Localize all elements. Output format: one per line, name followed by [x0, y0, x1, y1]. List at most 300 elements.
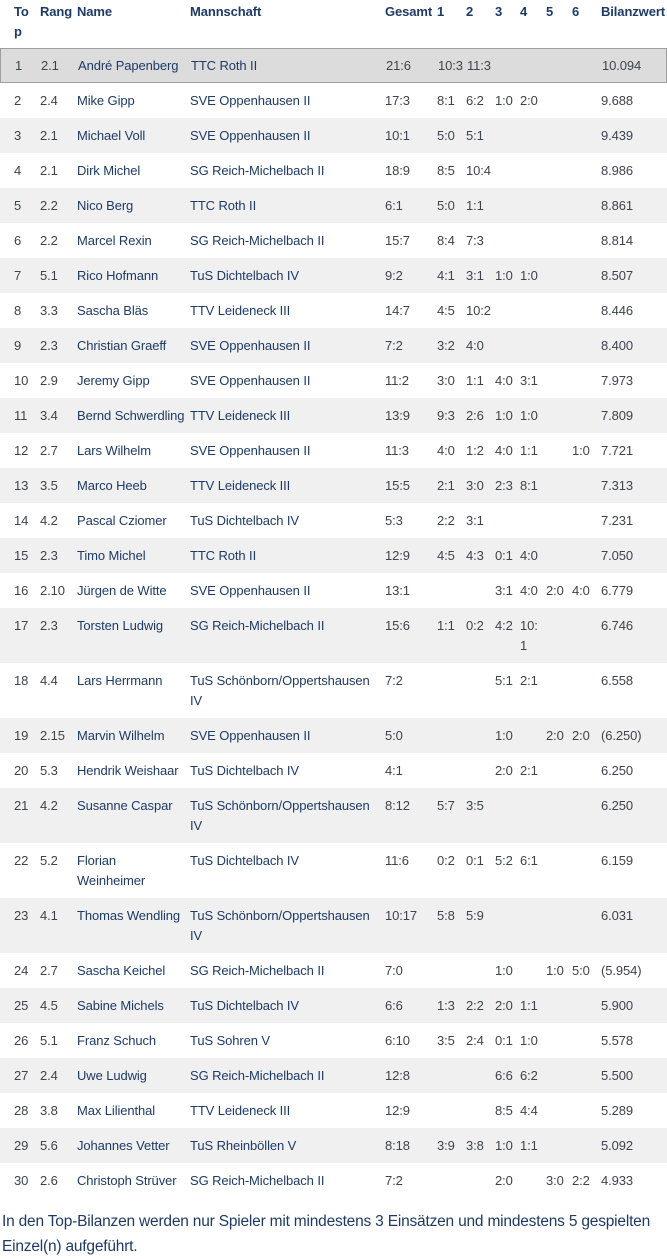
player-link[interactable]: Christoph Strüver — [77, 1173, 177, 1188]
cell-gesamt: 4:1 — [385, 763, 403, 778]
table-row — [0, 663, 667, 718]
cell-mannschaft: TTV Leideneck III — [190, 408, 291, 423]
cell-top: 10 — [14, 373, 29, 388]
cell-round-3: 5:1 — [495, 673, 513, 688]
cell-round-5: 2:0 — [546, 583, 564, 598]
cell-round-2: 2:4 — [466, 1033, 484, 1048]
table-row — [0, 538, 667, 573]
cell-name — [77, 796, 190, 816]
cell-bilanzwert: 8.861 — [601, 198, 634, 213]
table-row — [0, 753, 667, 788]
cell-rang: 2.9 — [40, 373, 58, 388]
cell-round-3: 2:0 — [495, 1173, 513, 1188]
cell-bilanzwert: 5.289 — [601, 1103, 634, 1118]
cell-gesamt: 11:2 — [385, 373, 409, 388]
table-row — [0, 293, 667, 328]
player-link[interactable]: Michael Voll — [77, 128, 146, 143]
cell-name — [77, 1066, 190, 1086]
cell-mannschaft: TuS Rheinböllen V — [190, 1138, 297, 1153]
cell-top: 15 — [14, 548, 29, 563]
cell-name — [77, 546, 190, 566]
cell-mannschaft: TTC Roth II — [190, 548, 257, 563]
cell-name — [77, 301, 190, 321]
cell-mannschaft: SVE Oppenhausen II — [190, 583, 311, 598]
cell-rang: 2.3 — [40, 618, 58, 633]
player-link[interactable]: Marvin Wilhelm — [77, 728, 165, 743]
table-row — [0, 1093, 667, 1128]
table-row — [0, 608, 667, 663]
cell-gesamt: 5:0 — [385, 728, 403, 743]
cell-gesamt: 6:1 — [385, 198, 403, 213]
cell-round-2: 0:1 — [466, 853, 484, 868]
cell-name — [77, 266, 190, 286]
cell-round-4: 10:1 — [520, 618, 538, 653]
cell-gesamt: 13:1 — [385, 583, 410, 598]
cell-bilanzwert: 6.250 — [601, 798, 634, 813]
cell-round-1: 0:2 — [437, 853, 455, 868]
table-row — [0, 223, 667, 258]
table-row — [0, 843, 667, 898]
column-header-rang: Rang — [40, 4, 73, 19]
cell-top: 5 — [14, 198, 22, 213]
column-header-gesamt: Gesamt — [385, 4, 433, 19]
table-body — [0, 48, 667, 1198]
cell-bilanzwert: 9.688 — [601, 93, 634, 108]
cell-bilanzwert: 7.231 — [601, 513, 634, 528]
cell-round-4: 3:1 — [520, 373, 538, 388]
cell-gesamt: 11:3 — [385, 443, 409, 458]
player-link[interactable]: Florian Weinheimer — [77, 853, 146, 888]
cell-rang: 2.3 — [40, 338, 58, 353]
table-row — [0, 788, 667, 843]
table-row — [0, 718, 667, 753]
player-link[interactable]: Pascal Cziomer — [77, 513, 167, 528]
column-header-round-3: 3 — [495, 4, 503, 19]
player-link[interactable]: Timo Michel — [77, 548, 146, 563]
cell-bilanzwert: (6.250) — [601, 728, 642, 743]
cell-round-1: 5:0 — [437, 198, 455, 213]
cell-round-2: 3:0 — [466, 478, 484, 493]
table-row — [0, 503, 667, 538]
cell-round-3: 5:2 — [495, 853, 513, 868]
cell-round-4: 2:1 — [520, 763, 538, 778]
cell-name — [77, 91, 190, 111]
cell-gesamt: 6:10 — [385, 1033, 410, 1048]
table-row — [0, 258, 667, 293]
cell-round-2: 1:2 — [466, 443, 484, 458]
cell-mannschaft: TuS Schönborn/Oppertshausen IV — [190, 673, 370, 708]
cell-bilanzwert: 8.446 — [601, 303, 634, 318]
cell-mannschaft: SG Reich-Michelbach II — [190, 233, 325, 248]
cell-name — [77, 441, 190, 461]
player-link[interactable]: Lars Herrmann — [77, 673, 163, 688]
table-row — [0, 468, 667, 503]
cell-mannschaft: SVE Oppenhausen II — [190, 338, 311, 353]
cell-round-1: 9:3 — [437, 408, 455, 423]
table-row — [0, 363, 667, 398]
table-header-row — [0, 0, 667, 48]
cell-round-2: 10:2 — [466, 303, 491, 318]
cell-round-1: 8:1 — [437, 93, 455, 108]
column-header-round-2: 2 — [466, 4, 474, 19]
cell-bilanzwert: 8.814 — [601, 233, 634, 248]
cell-name — [77, 996, 190, 1016]
cell-mannschaft: SG Reich-Michelbach II — [190, 963, 325, 978]
cell-rang: 4.2 — [40, 798, 58, 813]
cell-round-3: 1:0 — [495, 93, 513, 108]
cell-name — [77, 231, 190, 251]
column-header-name: Name — [77, 4, 113, 19]
column-header-bilanzwert: Bilanzwert — [601, 4, 666, 19]
cell-round-5: 1:0 — [546, 963, 564, 978]
cell-bilanzwert: 6.031 — [601, 908, 634, 923]
cell-round-2: 2:6 — [466, 408, 484, 423]
cell-round-2: 5:1 — [466, 128, 484, 143]
cell-rang: 5.2 — [40, 853, 58, 868]
player-link[interactable]: Max Lilienthal — [77, 1103, 156, 1118]
cell-round-1: 1:3 — [437, 998, 455, 1013]
cell-top: 26 — [14, 1033, 29, 1048]
cell-top: 29 — [14, 1138, 29, 1153]
cell-round-1: 8:4 — [437, 233, 455, 248]
cell-bilanzwert: 8.400 — [601, 338, 634, 353]
cell-gesamt: 15:6 — [385, 618, 410, 633]
cell-round-3: 1:0 — [495, 1138, 513, 1153]
player-link[interactable]: Thomas Wendling — [77, 908, 181, 923]
cell-rang: 5.1 — [40, 268, 58, 283]
cell-round-3: 4:2 — [495, 618, 513, 633]
cell-mannschaft: SVE Oppenhausen II — [190, 373, 311, 388]
cell-rang: 2.2 — [40, 198, 58, 213]
cell-rang: 2.15 — [40, 728, 65, 743]
table-row — [0, 953, 667, 988]
cell-name — [77, 1031, 190, 1051]
cell-round-3: 8:5 — [495, 1103, 513, 1118]
cell-rang: 2.7 — [40, 963, 58, 978]
cell-gesamt: 7:2 — [385, 338, 403, 353]
cell-round-4: 8:1 — [520, 478, 538, 493]
cell-round-1: 4:1 — [437, 268, 455, 283]
cell-gesamt: 13:9 — [385, 408, 410, 423]
cell-gesamt: 5:3 — [385, 513, 403, 528]
cell-round-3: 2:3 — [495, 478, 513, 493]
cell-round-4: 1:0 — [520, 1033, 538, 1048]
cell-gesamt: 10:17 — [385, 908, 418, 923]
cell-name — [77, 476, 190, 496]
cell-round-1: 3:5 — [437, 1033, 455, 1048]
footnote: In den Top-Bilanzen werden nur Spieler mit mindestens 3 Einsätzen und mindestens 5 gespielten Einzel(n) aufgeführt. — [2, 1213, 651, 1255]
cell-round-1: 5:8 — [437, 908, 455, 923]
cell-top: 24 — [14, 963, 29, 978]
cell-gesamt: 15:5 — [385, 478, 410, 493]
cell-round-5: 3:0 — [546, 1173, 564, 1188]
table-row — [0, 188, 667, 223]
cell-top: 16 — [14, 583, 29, 598]
cell-mannschaft: TuS Dichtelbach IV — [190, 853, 299, 868]
cell-top: 3 — [14, 128, 22, 143]
cell-round-3: 1:0 — [495, 728, 513, 743]
cell-bilanzwert: 7.050 — [601, 548, 634, 563]
cell-bilanzwert: 6.558 — [601, 673, 634, 688]
cell-rang: 2.1 — [41, 58, 59, 73]
cell-mannschaft: SVE Oppenhausen II — [190, 93, 311, 108]
player-link[interactable]: Bernd Schwerdling — [77, 408, 185, 423]
player-link[interactable]: Sascha Bläs — [77, 303, 149, 318]
cell-round-2: 0:2 — [466, 618, 484, 633]
cell-round-3: 1:0 — [495, 268, 513, 283]
cell-mannschaft: SG Reich-Michelbach II — [190, 1173, 325, 1188]
cell-name — [77, 671, 190, 691]
player-link[interactable]: Christian Graeff — [77, 338, 167, 353]
cell-rang: 4.2 — [40, 513, 58, 528]
cell-round-2: 1:1 — [466, 198, 484, 213]
cell-top: 30 — [14, 1173, 29, 1188]
cell-round-6: 5:0 — [572, 963, 590, 978]
cell-top: 6 — [14, 233, 22, 248]
column-header-round-5: 5 — [546, 4, 554, 19]
cell-name — [77, 371, 190, 391]
column-header-round-1: 1 — [437, 4, 445, 19]
cell-gesamt: 10:1 — [385, 128, 410, 143]
cell-round-3: 1:0 — [495, 408, 513, 423]
cell-round-1: 10:3 — [438, 58, 463, 73]
cell-mannschaft: TuS Dichtelbach IV — [190, 513, 299, 528]
player-link[interactable]: Lars Wilhelm — [77, 443, 151, 458]
cell-bilanzwert: 5.500 — [601, 1068, 634, 1083]
cell-top: 13 — [14, 478, 29, 493]
cell-rang: 4.1 — [40, 908, 58, 923]
cell-rang: 2.1 — [40, 163, 58, 178]
cell-mannschaft: TuS Schönborn/Oppertshausen IV — [190, 798, 370, 833]
cell-top: 7 — [14, 268, 22, 283]
cell-top: 9 — [14, 338, 22, 353]
cell-top: 1 — [15, 58, 23, 73]
cell-bilanzwert: 7.313 — [601, 478, 634, 493]
cell-round-4: 1:1 — [520, 1138, 538, 1153]
cell-rang: 2.3 — [40, 548, 58, 563]
cell-bilanzwert: 5.092 — [601, 1138, 634, 1153]
cell-bilanzwert: 7.721 — [601, 443, 634, 458]
cell-gesamt: 12:9 — [385, 548, 410, 563]
cell-gesamt: 7:0 — [385, 963, 403, 978]
table-row — [0, 398, 667, 433]
table-row — [0, 433, 667, 468]
cell-round-3: 6:6 — [495, 1068, 513, 1083]
player-link[interactable]: Franz Schuch — [77, 1033, 157, 1048]
cell-bilanzwert: 8.507 — [601, 268, 634, 283]
cell-top: 25 — [14, 998, 29, 1013]
cell-mannschaft: TTV Leideneck III — [190, 478, 291, 493]
cell-mannschaft: SVE Oppenhausen II — [190, 728, 311, 743]
cell-round-2: 10:4 — [466, 163, 491, 178]
cell-gesamt: 12:8 — [385, 1068, 410, 1083]
cell-bilanzwert: (5.954) — [601, 963, 642, 978]
cell-round-3: 4:0 — [495, 443, 513, 458]
cell-round-3: 2:0 — [495, 998, 513, 1013]
cell-name — [77, 126, 190, 146]
cell-rang: 2.10 — [40, 583, 65, 598]
cell-name — [77, 616, 190, 636]
cell-gesamt: 14:7 — [385, 303, 410, 318]
table-row — [0, 1023, 667, 1058]
cell-mannschaft: TTV Leideneck III — [190, 1103, 291, 1118]
player-link[interactable]: Sabine Michels — [77, 998, 164, 1013]
player-link[interactable]: Sascha Keichel — [77, 963, 166, 978]
cell-round-2: 4:0 — [466, 338, 484, 353]
cell-round-4: 4:0 — [520, 548, 538, 563]
cell-round-4: 6:1 — [520, 853, 538, 868]
player-link[interactable]: Marcel Rexin — [77, 233, 152, 248]
cell-mannschaft: TuS Dichtelbach IV — [190, 268, 299, 283]
cell-mannschaft: SG Reich-Michelbach II — [190, 1068, 325, 1083]
cell-round-1: 4:5 — [437, 303, 455, 318]
table-row — [0, 1128, 667, 1163]
player-link[interactable]: Marco Heeb — [77, 478, 147, 493]
player-link[interactable]: Jürgen de Witte — [77, 583, 167, 598]
cell-round-1: 4:5 — [437, 548, 455, 563]
player-link[interactable]: André Papenberg — [78, 58, 179, 73]
cell-gesamt: 12:9 — [385, 1103, 410, 1118]
cell-rang: 3.5 — [40, 478, 58, 493]
cell-rang: 4.4 — [40, 673, 58, 688]
cell-round-3: 3:1 — [495, 583, 513, 598]
cell-mannschaft: SG Reich-Michelbach II — [190, 618, 325, 633]
cell-rang: 3.4 — [40, 408, 58, 423]
cell-round-3: 1:0 — [495, 963, 513, 978]
cell-round-3: 2:0 — [495, 763, 513, 778]
cell-name — [77, 161, 190, 181]
cell-name — [77, 406, 190, 426]
cell-round-1: 3:0 — [437, 373, 455, 388]
cell-top: 28 — [14, 1103, 29, 1118]
cell-bilanzwert: 6.746 — [601, 618, 634, 633]
cell-top: 19 — [14, 728, 29, 743]
cell-round-1: 1:1 — [437, 618, 455, 633]
cell-round-1: 4:0 — [437, 443, 455, 458]
player-link[interactable]: Mike Gipp — [77, 93, 135, 108]
table-row — [0, 48, 667, 83]
cell-name — [77, 1136, 190, 1156]
cell-name — [78, 56, 191, 76]
cell-name — [77, 906, 190, 926]
cell-name — [77, 336, 190, 356]
table-row — [0, 153, 667, 188]
cell-name — [77, 511, 190, 531]
cell-mannschaft: TuS Dichtelbach IV — [190, 998, 299, 1013]
cell-rang: 2.7 — [40, 443, 58, 458]
cell-bilanzwert: 5.900 — [601, 998, 634, 1013]
cell-round-4: 2:1 — [520, 673, 538, 688]
cell-round-2: 3:5 — [466, 798, 484, 813]
cell-round-4: 4:4 — [520, 1103, 538, 1118]
cell-top: 8 — [14, 303, 22, 318]
cell-bilanzwert: 10.094 — [602, 58, 642, 73]
cell-round-2: 3:1 — [466, 268, 484, 283]
table-row — [0, 988, 667, 1023]
cell-round-2: 11:3 — [467, 58, 491, 73]
cell-round-3: 0:1 — [495, 548, 513, 563]
player-link[interactable]: Nico Berg — [77, 198, 134, 213]
cell-round-2: 6:2 — [466, 93, 484, 108]
column-header-round-6: 6 — [572, 4, 580, 19]
cell-round-1: 5:7 — [437, 798, 455, 813]
cell-round-1: 3:9 — [437, 1138, 455, 1153]
player-link[interactable]: Dirk Michel — [77, 163, 141, 178]
cell-mannschaft: TTV Leideneck III — [190, 303, 291, 318]
cell-gesamt: 8:18 — [385, 1138, 410, 1153]
cell-bilanzwert: 9.439 — [601, 128, 634, 143]
cell-name — [77, 581, 190, 601]
cell-gesamt: 7:2 — [385, 1173, 403, 1188]
cell-rang: 5.6 — [40, 1138, 58, 1153]
cell-round-4: 1:0 — [520, 268, 538, 283]
player-link[interactable]: Rico Hofmann — [77, 268, 159, 283]
cell-bilanzwert: 8.986 — [601, 163, 634, 178]
player-link[interactable]: Torsten Ludwig — [77, 618, 164, 633]
cell-top: 11 — [14, 408, 28, 423]
player-link[interactable]: Hendrik Weishaar — [77, 763, 179, 778]
table-row — [0, 1163, 667, 1198]
player-link[interactable]: Susanne Caspar — [77, 798, 173, 813]
cell-round-6: 4:0 — [572, 583, 590, 598]
cell-top: 2 — [14, 93, 22, 108]
cell-round-1: 2:1 — [437, 478, 455, 493]
column-header-top: Top — [14, 4, 29, 39]
player-link[interactable]: Jeremy Gipp — [77, 373, 150, 388]
cell-gesamt: 15:7 — [385, 233, 410, 248]
column-header-mannschaft: Mannschaft — [190, 4, 262, 19]
table-row — [0, 1058, 667, 1093]
cell-name — [77, 196, 190, 216]
column-header-round-4: 4 — [520, 4, 528, 19]
cell-bilanzwert: 6.159 — [601, 853, 634, 868]
cell-mannschaft: SVE Oppenhausen II — [190, 443, 311, 458]
cell-top: 12 — [14, 443, 29, 458]
table-row — [0, 573, 667, 608]
cell-round-1: 2:2 — [437, 513, 455, 528]
cell-bilanzwert: 5.578 — [601, 1033, 634, 1048]
cell-round-2: 4:3 — [466, 548, 484, 563]
cell-gesamt: 7:2 — [385, 673, 403, 688]
cell-round-2: 3:8 — [466, 1138, 484, 1153]
cell-gesamt: 18:9 — [385, 163, 410, 178]
cell-rang: 2.6 — [40, 1173, 58, 1188]
cell-top: 20 — [14, 763, 29, 778]
cell-round-5: 2:0 — [546, 728, 564, 743]
cell-rang: 5.3 — [40, 763, 58, 778]
player-link[interactable]: Uwe Ludwig — [77, 1068, 147, 1083]
player-link[interactable]: Johannes Vetter — [77, 1138, 170, 1153]
cell-round-4: 6:2 — [520, 1068, 538, 1083]
cell-rang: 2.1 — [40, 128, 58, 143]
cell-bilanzwert: 7.809 — [601, 408, 634, 423]
table-row — [0, 118, 667, 153]
cell-bilanzwert: 6.779 — [601, 583, 634, 598]
cell-top: 23 — [14, 908, 29, 923]
cell-round-6: 2:0 — [572, 728, 590, 743]
cell-round-3: 4:0 — [495, 373, 513, 388]
cell-rang: 4.5 — [40, 998, 58, 1013]
cell-mannschaft: TuS Sohren V — [190, 1033, 270, 1048]
cell-top: 14 — [14, 513, 29, 528]
table-row — [0, 328, 667, 363]
cell-round-3: 0:1 — [495, 1033, 513, 1048]
cell-bilanzwert: 4.933 — [601, 1173, 634, 1188]
cell-gesamt: 11:6 — [385, 853, 409, 868]
cell-name — [77, 1101, 190, 1121]
cell-mannschaft: SG Reich-Michelbach II — [190, 163, 325, 178]
cell-gesamt: 8:12 — [385, 798, 410, 813]
